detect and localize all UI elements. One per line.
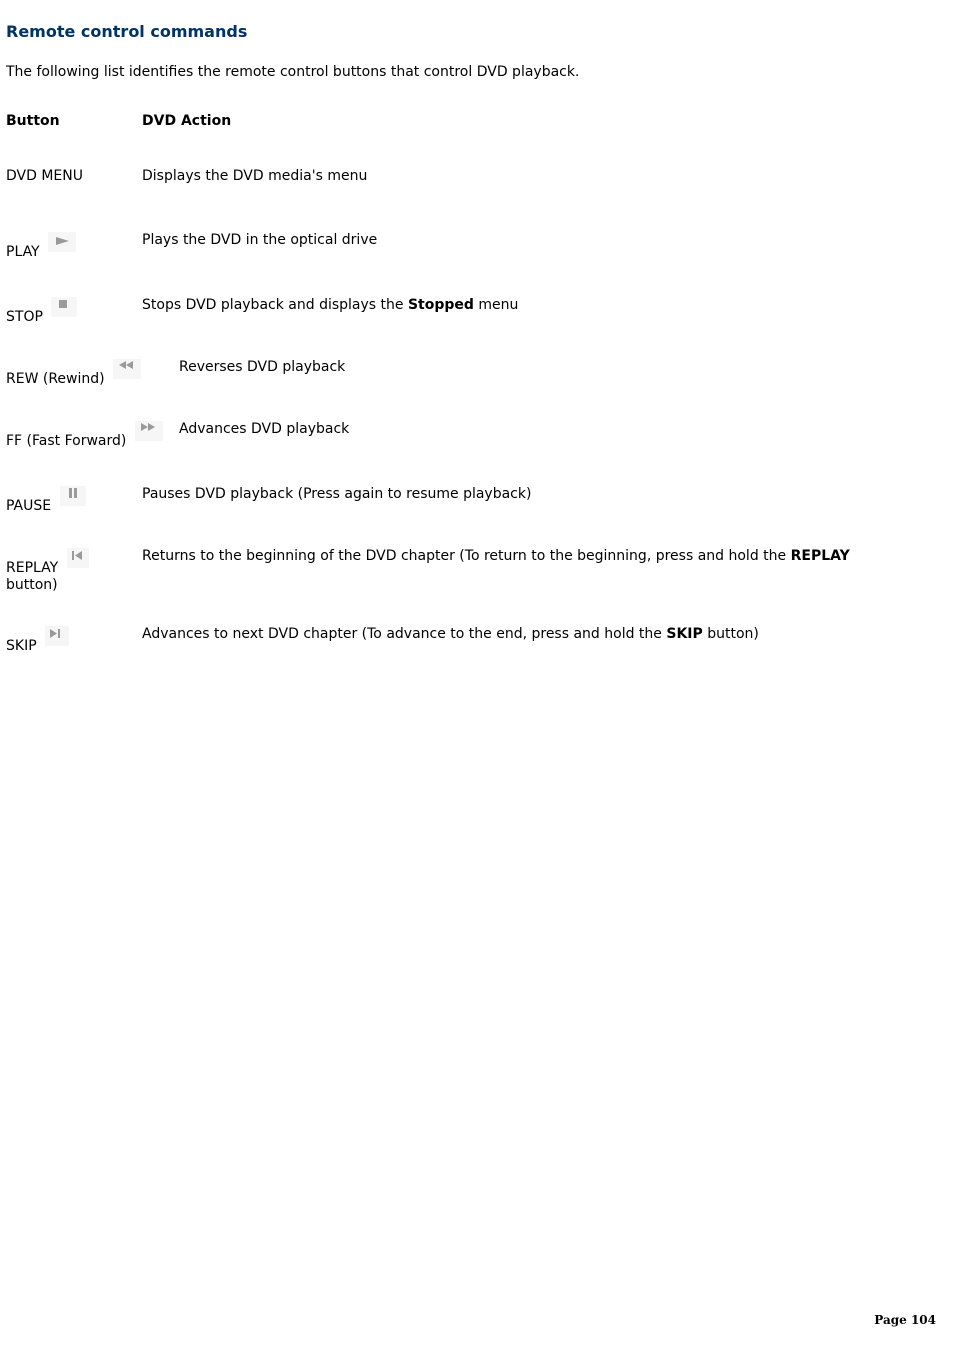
button-name: REPLAY (6, 560, 59, 576)
page-number: Page 104 (874, 1313, 936, 1327)
button-name: PAUSE (6, 498, 52, 514)
intro-paragraph: The following list identifies the remote control buttons that control DVD playback. (6, 64, 580, 80)
button-name: FF (Fast Forward) (6, 433, 127, 449)
action-text: Pauses DVD playback (Press again to resume playback) (142, 486, 532, 502)
action-text: Advances to next DVD chapter (To advance to the end, press and hold the SKIP button) (142, 626, 759, 642)
action-text: Plays the DVD in the optical drive (142, 232, 378, 248)
header-button: Button (6, 113, 60, 129)
header-dvd-action: DVD Action (142, 113, 232, 129)
action-text: Displays the DVD media's menu (142, 168, 368, 184)
action-text: Stops DVD playback and displays the Stopped menu (142, 297, 519, 313)
button-name: STOP (6, 309, 43, 325)
button-name: SKIP (6, 638, 37, 654)
button-name: DVD MENU (6, 168, 83, 184)
rewind-icon (113, 359, 141, 379)
action-bold-term: Stopped (407, 297, 474, 313)
action-text: Returns to the beginning of the DVD chapter (To return to the beginning, press and hold the REPLAY (142, 548, 850, 564)
button-name-continued: button) (6, 577, 58, 593)
button-name: PLAY (6, 244, 40, 260)
fast-forward-icon (135, 421, 163, 441)
button-name: REW (Rewind) (6, 371, 105, 387)
action-bold-term: SKIP (666, 626, 703, 642)
stop-icon (51, 297, 77, 317)
pause-icon (60, 486, 86, 506)
page-title: Remote control commands (6, 22, 248, 41)
action-text: Advances DVD playback (179, 421, 350, 437)
action-text: Reverses DVD playback (179, 359, 346, 375)
action-bold-term: REPLAY (790, 548, 850, 564)
play-icon (48, 232, 76, 252)
skip-icon (45, 626, 69, 646)
replay-icon (67, 548, 89, 568)
